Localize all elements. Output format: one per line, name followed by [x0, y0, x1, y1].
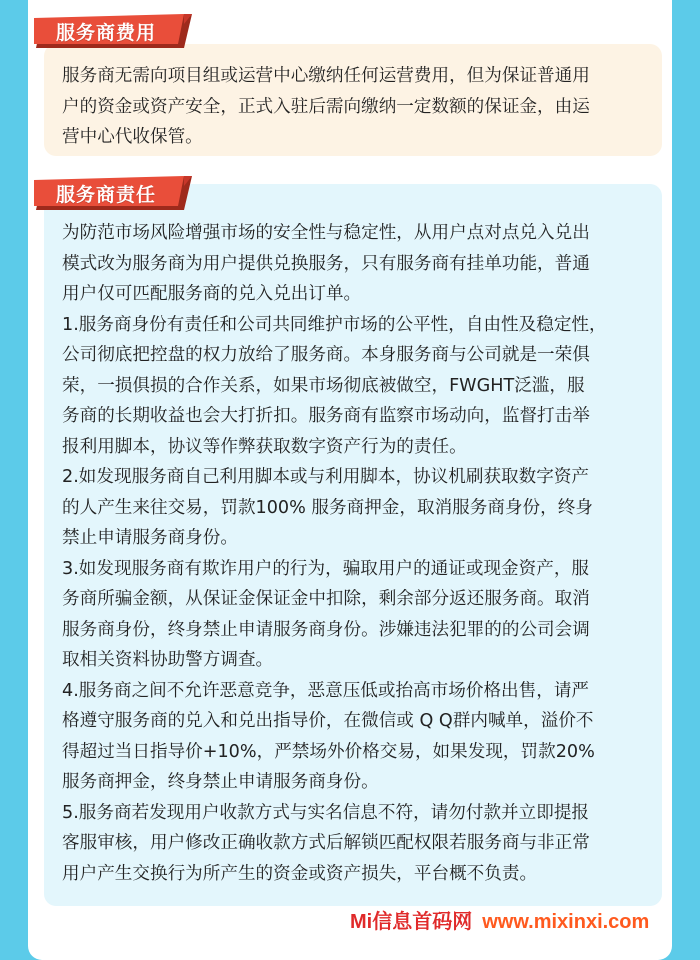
site-watermark [350, 905, 700, 931]
text-line: 用户仅可匹配服务商的兑入兑出订单。 [62, 284, 362, 304]
text-line: 用户产生交换行为所产生的资金或资产损失，平台概不负责。 [62, 863, 538, 884]
text-line: 服务商身份，终身禁止申请服务商身份。涉嫌违法犯罪的的公司会调 [62, 619, 590, 640]
text-line: 5.服务商若发现用户收款方式与实名信息不符，请勿付款并立即提报 [62, 802, 590, 823]
duty-section-title: 服务商责任 [56, 184, 157, 206]
text-line: 户的资金或资产安全，正式入驻后需向缴纳一定数额的保证金，由运 [62, 96, 590, 117]
fee-section-tag [34, 14, 192, 48]
text-line: 禁止申请服务商身份。 [62, 528, 238, 548]
text-line: 客服审核，用户修改正确收款方式后解锁匹配权限若服务商与非正常 [62, 833, 590, 853]
text-line: 务商的长期收益也会大打折扣。服务商有监察市场动向，监督打击举 [62, 406, 590, 426]
text-line: 模式改为服务商为用户提供兑换服务，只有服务商有挂单功能，普通 [62, 253, 590, 274]
text-line: 1.服务商身份有责任和公司共同维护市场的公平性，自由性及稳定性， [62, 314, 607, 335]
text-line: 的人产生来往交易，罚款100% 服务商押金，取消服务商身份，终身 [62, 497, 593, 518]
text-line: 服务商押金，终身禁止申请服务商身份。 [62, 772, 379, 792]
text-line: 报利用脚本，协议等作弊获取数字资产行为的责任。 [62, 436, 467, 457]
watermark-url: www.mixinxi.com [482, 911, 650, 933]
text-line: 服务商无需向项目组或运营中心缴纳任何运营费用，但为保证普通用 [62, 66, 590, 86]
text-line: 格遵守服务商的兑入和兑出指导价，在微信或 Q Q群内喊单，溢价不 [62, 711, 594, 731]
duty-section-tag [34, 176, 192, 210]
text-line: 取相关资料协助警方调查。 [62, 650, 274, 670]
text-line: 荣，一损俱损的合作关系，如果市场彻底被做空，FWGHT泛滥，服 [62, 375, 585, 396]
fee-section-title: 服务商费用 [56, 22, 157, 44]
fee-section-text [62, 61, 652, 153]
text-line: 得超过当日指导价+10%，严禁场外价格交易，如果发现，罚款20% [62, 741, 595, 762]
watermark-logo-text: Mi信息首码网 [350, 911, 473, 933]
text-line: 4.服务商之间不允许恶意竞争，恶意压低或抬高市场价格出售，请严 [62, 680, 590, 701]
text-line: 公司彻底把控盘的权力放给了服务商。本身服务商与公司就是一荣俱 [62, 345, 590, 365]
text-line: 3.如发现服务商有欺诈用户的行为，骗取用户的通证或现金资产，服 [62, 558, 590, 579]
text-line: 2.如发现服务商自己利用脚本或与利用脚本，协议机刷获取数字资产 [62, 467, 590, 487]
text-line: 营中心代收保管。 [62, 127, 203, 147]
duty-section-text [62, 218, 652, 889]
text-line: 务商所骗金额，从保证金保证金中扣除，剩余部分返还服务商。取消 [62, 589, 590, 609]
text-line: 为防范市场风险增强市场的安全性与稳定性，从用户点对点兑入兑出 [62, 223, 590, 243]
